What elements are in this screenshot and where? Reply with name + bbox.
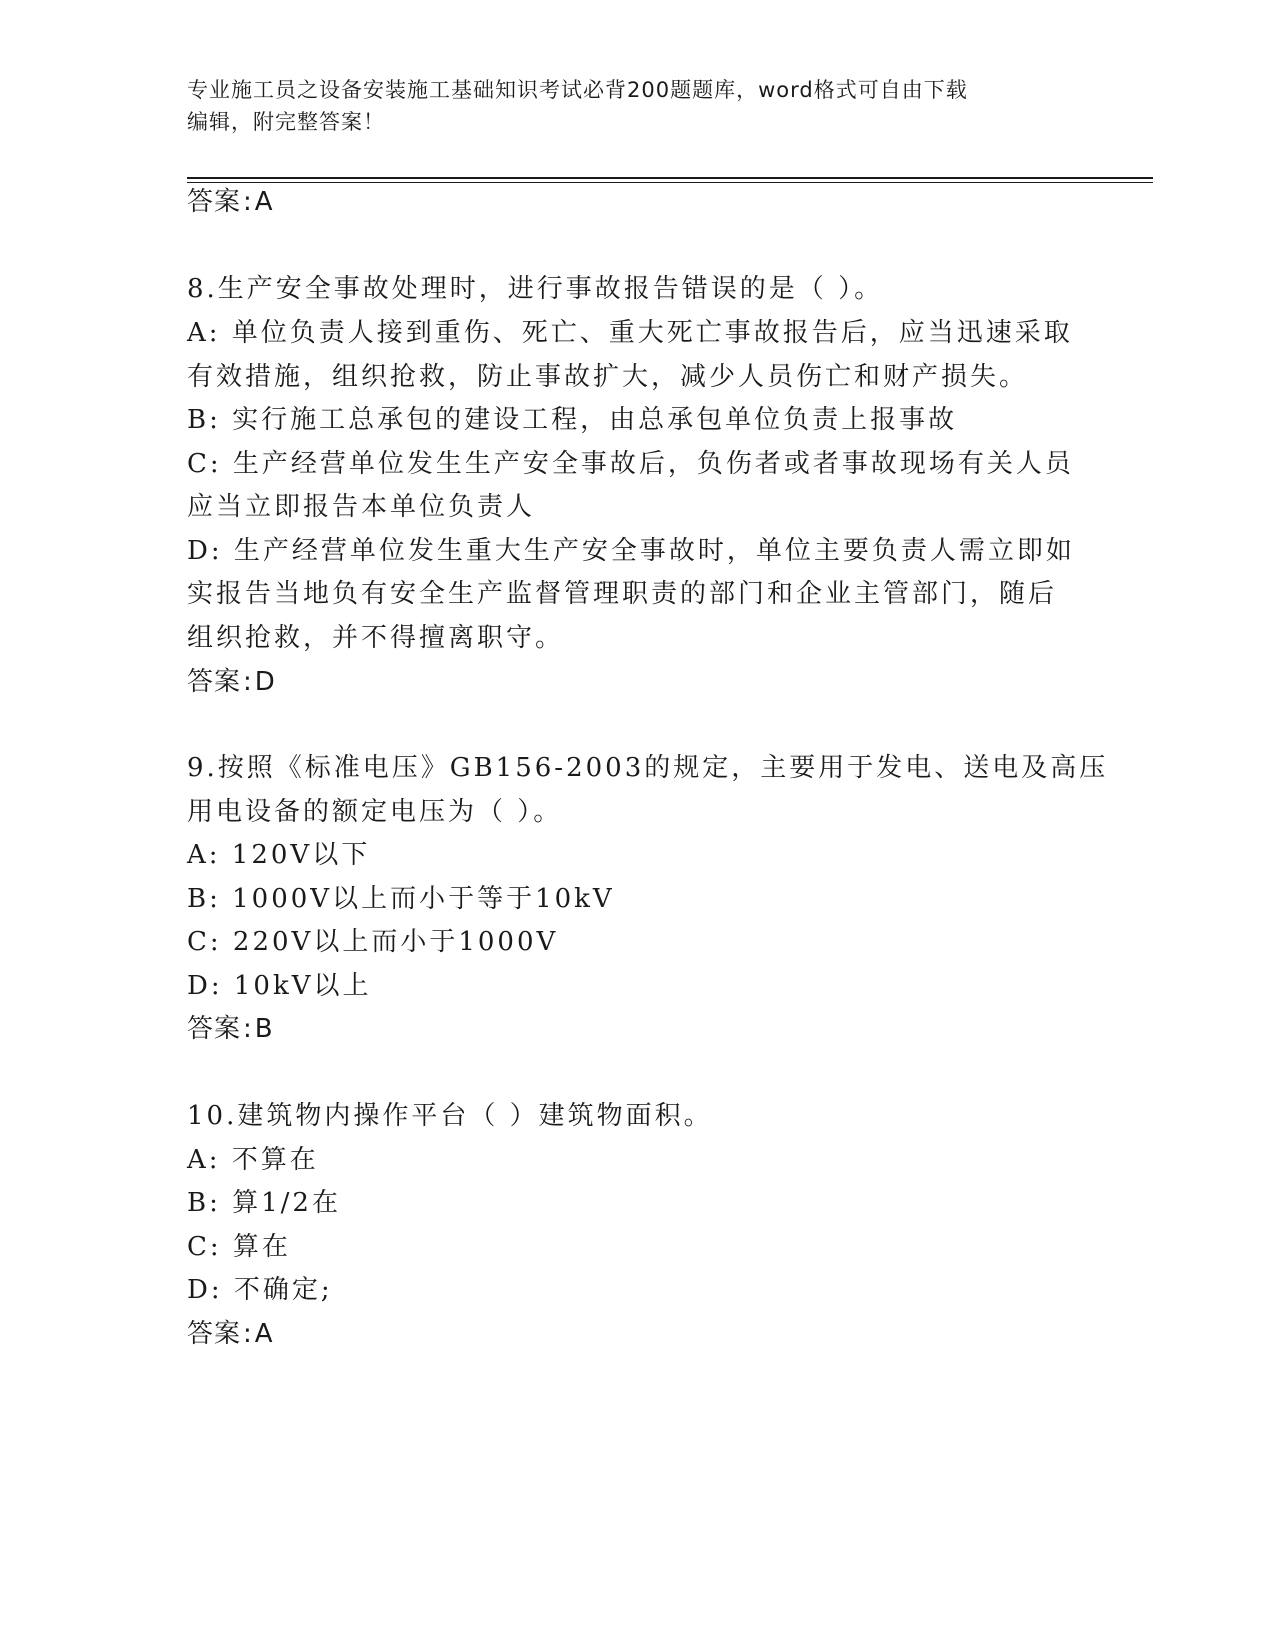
question-10-option-d: D: 不确定; — [187, 1275, 333, 1305]
answer-value: A — [254, 1319, 274, 1349]
answer-prev: 答案:A — [187, 187, 274, 217]
question-9-option-d: D: 10kV以上 — [187, 971, 372, 1001]
answer-label: 答案 — [187, 1319, 242, 1349]
header-title-line-2: 编辑，附完整答案！ — [187, 110, 385, 134]
answer-value: A — [254, 187, 274, 217]
question-9-stem-line-2: 用电设备的额定电压为（ ）。 — [187, 797, 563, 827]
header-title-line-1: 专业施工员之设备安装施工基础知识考试必背200题题库，word格式可自由下载 — [187, 78, 968, 102]
question-9-option-a: A: 120V以下 — [187, 840, 371, 870]
question-9-stem-line-1: 9.按照《标准电压》GB156-2003的规定，主要用于发电、送电及高压 — [187, 753, 1109, 783]
question-8-option-d-line-1: D: 生产经营单位发生重大生产安全事故时，单位主要负责人需立即如 — [187, 536, 1075, 566]
header-divider — [187, 177, 1153, 179]
question-9-option-c: C: 220V以上而小于1000V — [187, 927, 559, 957]
document-header — [187, 74, 1087, 138]
answer-label: 答案 — [187, 187, 242, 217]
question-8-option-d-line-3: 组织抢救，并不得擅离职守。 — [187, 623, 565, 653]
question-10-option-b: B: 算1/2在 — [187, 1188, 341, 1218]
question-9-option-b: B: 1000V以上而小于等于10kV — [187, 884, 615, 914]
question-8-option-a-line-1: A: 单位负责人接到重伤、死亡、重大死亡事故报告后，应当迅速采取 — [187, 318, 1073, 348]
question-8-option-c-line-2: 应当立即报告本单位负责人 — [187, 492, 536, 522]
question-8-option-b: B: 实行施工总承包的建设工程，由总承包单位负责上报事故 — [187, 405, 958, 435]
question-10-option-a: A: 不算在 — [187, 1145, 319, 1175]
question-8-option-a-line-2: 有效措施，组织抢救，防止事故扩大，减少人员伤亡和财产损失。 — [187, 362, 1029, 392]
answer-label: 答案 — [187, 667, 242, 697]
question-10-stem: 10.建筑物内操作平台（ ）建筑物面积。 — [187, 1101, 713, 1131]
question-10-answer: 答案:A — [187, 1319, 274, 1349]
question-10-option-c: C: 算在 — [187, 1232, 291, 1262]
answer-value: D — [254, 667, 276, 697]
question-8-option-c-line-1: C: 生产经营单位发生生产安全事故后，负伤者或者事故现场有关人员 — [187, 449, 1074, 479]
header-divider-thin — [187, 182, 1153, 183]
answer-label: 答案 — [187, 1014, 242, 1044]
answer-value: B — [254, 1014, 274, 1044]
question-9-answer: 答案:B — [187, 1014, 274, 1044]
question-8-stem: 8.生产安全事故处理时，进行事故报告错误的是（ ）。 — [187, 274, 884, 304]
question-8-answer: 答案:D — [187, 667, 276, 697]
question-8-option-d-line-2: 实报告当地负有安全生产监督管理职责的部门和企业主管部门，随后 — [187, 579, 1058, 609]
